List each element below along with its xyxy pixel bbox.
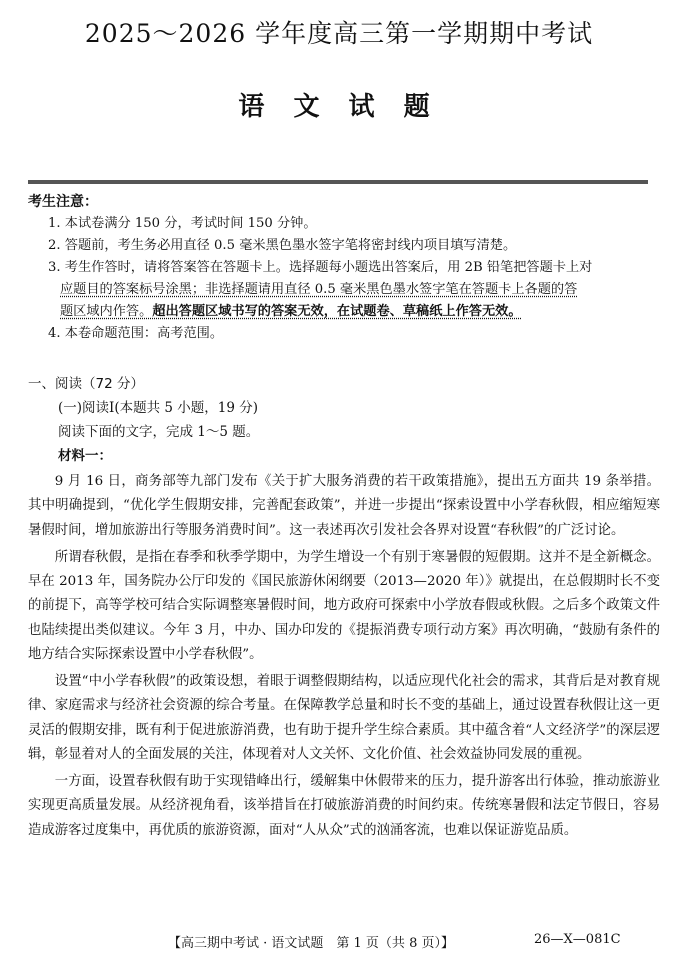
notice-item-4: 4. 本卷命题范围：高考范围。 [48,326,224,341]
material-body [28,470,660,846]
notice-item-3-plain: 题区域内作答。 [60,304,153,319]
notice-heading: 考生注意： [28,194,98,210]
notice-item-3-line-3 [28,301,656,323]
exam-subtitle: 语 文 试 题 [238,92,440,122]
paragraph-2: 所谓春秋假，是指在春季和秋季学期中，为学生增设一个有别于寒暑假的短假期。这并不是全新概念。早在 2013 年，国务院办公厅印发的《国民旅游休闲纲要（2013—2020 年）》就提出，在总假期时长不变的前提下，高等学校可结合实际调整寒暑假时间，地方政府可探索中小学放春假或秋假。之后多个政策文件也陆续提出类似建议。今年 3 月，中办、国办印发的《提振消费专项行动方案》再次明确，“鼓励有条件的地方结合实际探索设置中小学春秋假”。 [28,549,660,662]
notice-item-3-emphasis: 超出答题区域书写的答案无效，在试题卷、草稿纸上作答无效。 [152,304,522,319]
subsection-heading: (一)阅读Ⅰ(本题共 5 小题，19 分) [58,400,259,416]
paragraph-1: 9 月 16 日，商务部等九部门发布《关于扩大服务消费的若干政策措施》，提出五方面共 19 条举措。其中明确提到，“优化学生假期安排，完善配套政策”，并进一步提出“探索设置中小学春秋假，相应缩短寒暑假时间，增加旅游出行等服务消费时间”。这一表述再次引发社会各界对设置“春秋假”的广泛讨论。 [28,474,660,538]
paragraph-3: 设置“中小学春秋假”的政策设想，着眼于调整假期结构，以适应现代化社会的需求，其背后是对教育规律、家庭需求与经济社会资源的综合考量。在保障教学总量和时长不变的基础上，通过设置春秋假让这一更灵活的假期安排，既有利于促进旅游消费，也有助于提升学生综合素质。其中蕴含着“人文经济学”的深层逻辑，彰显着对人的全面发展的关注，体现着对人文关怀、文化价值、社会效益协同发展的重视。 [28,673,660,762]
header-divider [28,180,648,184]
exam-title: 2025～2026 学年度高三第一学期期中考试 [84,19,594,48]
reading-instruction: 阅读下面的文字，完成 1～5 题。 [58,424,260,440]
material-label: 材料一： [58,448,112,464]
reading-section [28,372,656,468]
notice-item-3-line-1: 3. 考生作答时，请将答案答在答题卡上。选择题每小题选出答案后，用 2B 铅笔把答题卡上对 [48,260,593,275]
footer-code: 26—X—081C [534,932,621,947]
notice-item-1: 1. 本试卷满分 150 分，考试时间 150 分钟。 [48,216,317,231]
notice-item-3-line-2: 应题目的答案标号涂黑；非选择题请用直径 0.5 毫米黑色墨水签字笔在答题卡上各题的答 [60,282,578,297]
paragraph-4: 一方面，设置春秋假有助于实现错峰出行，缓解集中休假带来的压力，提升游客出行体验，推动旅游业实现更高质量发展。从经济视角看，该举措旨在打破旅游消费的时间约束。传统寒暑假和法定节假日，容易造成游客过度集中，再优质的旅游资源，面对“人从众”式的汹涌客流，也难以保证游览品质。 [28,773,660,838]
candidate-notice [28,191,656,345]
section-heading: 一、阅读（72 分） [28,376,144,392]
notice-item-2: 2. 答题前，考生务必用直径 0.5 毫米黑色墨水签字笔将密封线内项目填写清楚。 [48,238,517,253]
footer-page-info: 【高三期中考试 · 语文试题 第 1 页（共 8 页）】 [168,936,454,951]
